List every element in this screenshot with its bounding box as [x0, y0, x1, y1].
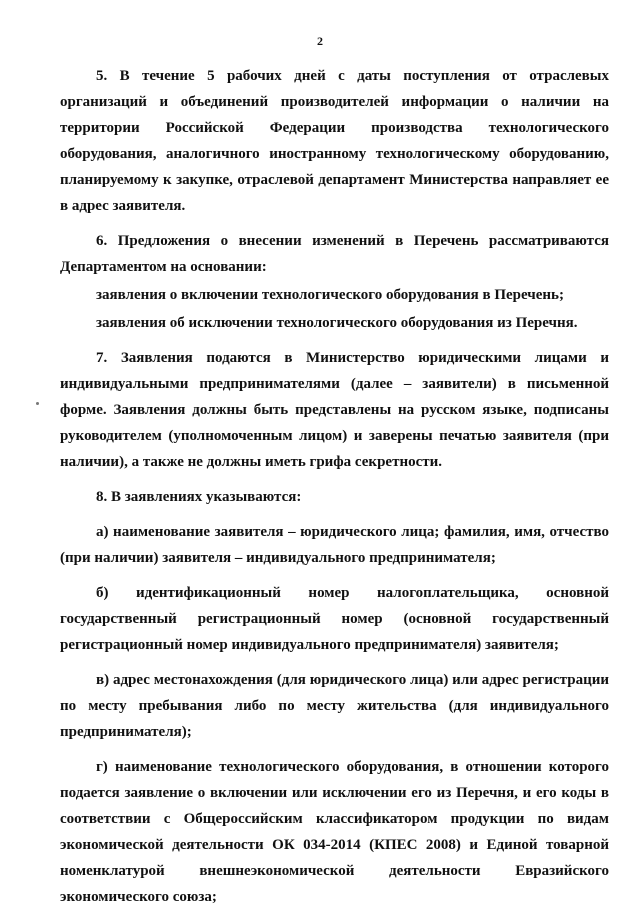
paragraph-6-item-inclusion: заявления о включении технологического оборудования в Перечень; [96, 287, 564, 303]
page-number: 2 [317, 34, 323, 48]
paragraph-6-item-exclusion: заявления об исключении технологического оборудования из Перечня. [96, 315, 578, 331]
paragraph-8-item-v: в) адрес местонахождения (для юридического лица) или адрес регистрации по месту пребывания либо по месту жительства (для индивидуального предпринимателя); [60, 672, 609, 740]
paragraph-6: 6. Предложения о внесении изменений в Перечень рассматриваются Департаментом на основании: [60, 233, 609, 275]
paragraph-8: 8. В заявлениях указываются: [96, 489, 302, 505]
document-body [60, 63, 609, 919]
paragraph-7: 7. Заявления подаются в Министерство юридическими лицами и индивидуальными предпринимателями (далее – заявители) в письменной форме. Заявления должны быть представлены на русском языке, подписаны руководителем (уполномоченным лицом) и заверены печатью заявителя (при наличии), а также не должны иметь грифа секретности. [60, 350, 609, 470]
paragraph-5: 5. В течение 5 рабочих дней с даты поступления от отраслевых организаций и объединений производителей информации о наличии на территории Российской Федерации производства технологического оборудования, аналогичного иностранному технологическому оборудованию, планируемому к закупке, отраслевой департамент Министерства направляет ее в адрес заявителя. [60, 68, 609, 214]
scan-speck [36, 402, 39, 405]
paragraph-8-item-b: б) идентификационный номер налогоплательщика, основной государственный регистрационный номер (основной государственный регистрационный номер индивидуального предпринимателя) заявителя; [60, 585, 609, 653]
paragraph-8-item-a: а) наименование заявителя – юридического лица; фамилия, имя, отчество (при наличии) заявителя – индивидуального предпринимателя; [60, 524, 609, 566]
paragraph-8-item-g: г) наименование технологического оборудования, в отношении которого подается заявление о включении или исключении его из Перечня, и его коды в соответствии с Общероссийским классификатором продукции по видам экономической деятельности ОК 034-2014 (КПЕС 2008) и Единой товарной номенклатурой внешнеэкономической деятельности Евразийского экономического союза; [60, 759, 609, 905]
